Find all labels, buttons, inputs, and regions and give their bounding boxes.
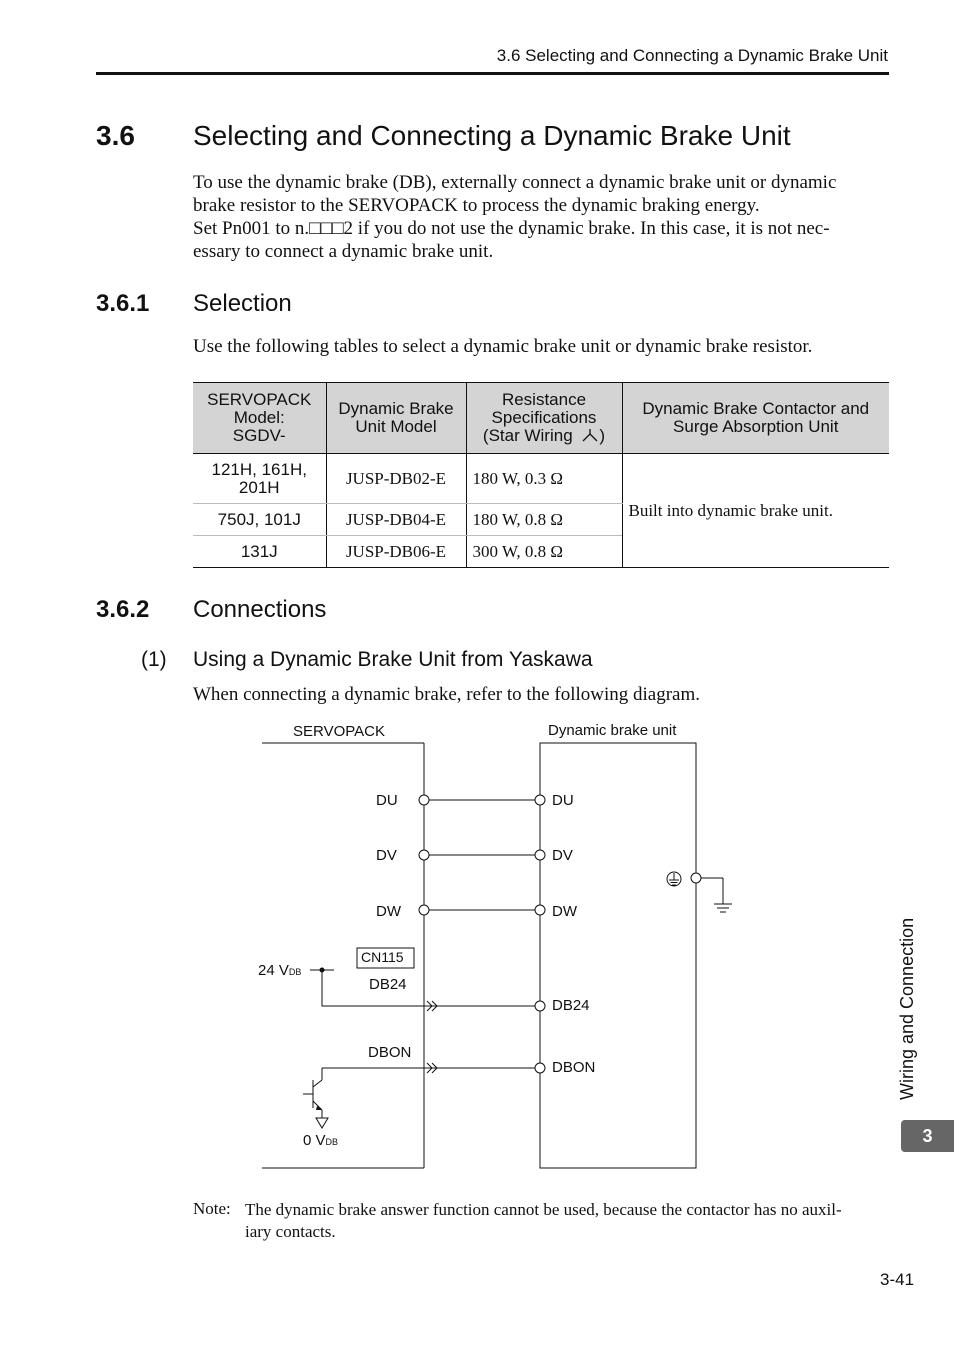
servopack-dbon-label: DBON — [368, 1044, 412, 1061]
cell-resistance: 180 W, 0.3 Ω — [466, 454, 622, 504]
ground-triangle-icon — [316, 1118, 328, 1128]
subsection-title: Selection — [193, 290, 292, 317]
note-text: The dynamic brake answer function cannot be used, because the contactor has no auxil- iary contacts. — [245, 1200, 842, 1241]
dbu-db24-label: DB24 — [552, 997, 590, 1014]
dbu-dbon-label: DBON — [552, 1059, 596, 1076]
dbu-label: Dynamic brake unit — [548, 722, 677, 739]
cell-unit: JUSP-DB04-E — [326, 504, 466, 536]
servopack-dv-terminal — [419, 850, 429, 860]
servopack-du-terminal — [419, 795, 429, 805]
cell-contactor: Built into dynamic brake unit. — [622, 454, 889, 568]
dbu-ground-terminal — [691, 873, 701, 883]
section-title: Selecting and Connecting a Dynamic Brake Unit — [193, 120, 791, 151]
dbu-dw-terminal — [535, 905, 545, 915]
subsection-number: 3.6.1 — [96, 290, 150, 317]
servopack-dw-label: DW — [376, 903, 401, 920]
cell-model: 750J, 101J — [193, 504, 326, 536]
cell-unit: JUSP-DB06-E — [326, 536, 466, 568]
v24-node — [320, 968, 325, 973]
dbu-db24-terminal — [535, 1001, 545, 1011]
cell-resistance: 300 W, 0.8 Ω — [466, 536, 622, 568]
connections-text: When connecting a dynamic brake, refer to the following diagram. — [193, 684, 700, 705]
dbu-dbon-terminal — [535, 1063, 545, 1073]
intro-line: brake resistor to the SERVOPACK to process the dynamic braking energy. — [193, 195, 760, 216]
subsub-title: Using a Dynamic Brake Unit from Yaskawa — [193, 648, 593, 671]
servopack-dw-terminal — [419, 905, 429, 915]
servopack-label: SERVOPACK — [293, 723, 385, 740]
cell-model: 131J — [193, 536, 326, 568]
servopack-dv-label: DV — [376, 847, 397, 864]
intro-line: To use the dynamic brake (DB), externally connect a dynamic brake unit or dynamic — [193, 172, 837, 193]
subsection-title: Connections — [193, 596, 327, 623]
transistor-collector — [313, 1080, 322, 1087]
section-number: 3.6 — [96, 120, 135, 151]
cn115-label: CN115 — [361, 949, 404, 965]
header-resistance: Resistance Specifications (Star Wiring ) — [466, 383, 622, 454]
cell-unit: JUSP-DB02-E — [326, 454, 466, 504]
dbu-dw-label: DW — [552, 903, 577, 920]
dbu-du-terminal — [535, 795, 545, 805]
side-tab-text: Wiring and Connection — [897, 917, 917, 1100]
cell-resistance: 180 W, 0.8 Ω — [466, 504, 622, 536]
subsection-number: 3.6.2 — [96, 596, 150, 623]
db24-wire — [322, 970, 540, 1006]
dbu-dv-terminal — [535, 850, 545, 860]
page-number: 3-41 — [880, 1270, 915, 1289]
v0-label: 0 VDB — [303, 1132, 339, 1149]
dbu-dv-label: DV — [552, 847, 573, 864]
header-unit-model: Dynamic Brake Unit Model — [326, 383, 466, 454]
intro-line: essary to connect a dynamic brake unit. — [193, 241, 494, 262]
subsub-number: (1) — [141, 648, 167, 671]
header-servopack-model: SERVOPACK Model: SGDV- — [193, 383, 326, 454]
intro-line: Set Pn001 to n.□□□2 if you do not use the dynamic brake. In this case, it is not nec- — [193, 218, 830, 239]
servopack-db24-label: DB24 — [369, 976, 407, 993]
v24-label: 24 VDB — [258, 962, 302, 979]
dbu-du-label: DU — [552, 792, 574, 809]
cell-model: 121H, 161H, 201H — [193, 454, 326, 504]
servopack-du-label: DU — [376, 792, 398, 809]
header-contactor: Dynamic Brake Contactor and Surge Absorption Unit — [622, 383, 889, 454]
note-label: Note: — [193, 1199, 231, 1218]
running-header: 3.6 Selecting and Connecting a Dynamic Brake Unit — [496, 46, 888, 65]
chapter-tab: 3 — [901, 1120, 954, 1152]
selection-text: Use the following tables to select a dynamic brake unit or dynamic brake resistor. — [193, 336, 813, 357]
